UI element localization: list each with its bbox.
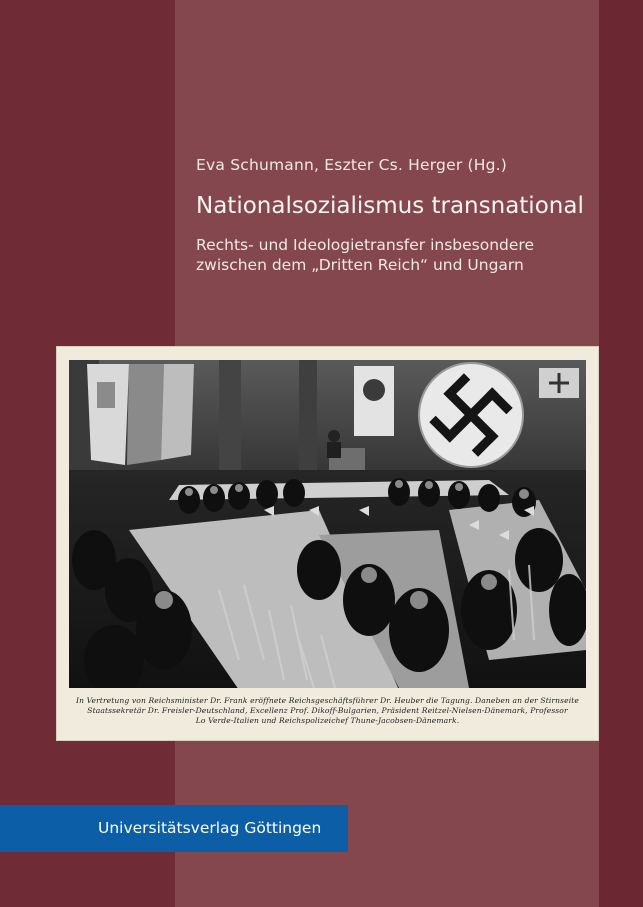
conference-photo-illustration — [69, 360, 586, 688]
subtitle-line: zwischen dem „Dritten Reich“ und Ungarn — [196, 256, 524, 274]
subtitle-line: Rechts- und Ideologietransfer insbesondere — [196, 236, 534, 254]
historical-photo-card — [56, 346, 599, 741]
caption-line: Staatssekretär Dr. Freisler-Deutschland, Excellenz Prof. Dikoff-Bulgarien, Präsident Reitzel-Nielsen-Dänemark, Professor — [87, 706, 568, 715]
cover-right-band — [599, 0, 643, 907]
authors-line: Eva Schumann, Eszter Cs. Herger (Hg.) — [196, 156, 508, 174]
caption-line: Lo Verde-Italien und Reichspolizeichef Thune-Jacobsen-Dänemark. — [195, 716, 460, 725]
conference-photograph — [69, 360, 586, 688]
photo-caption — [70, 696, 585, 726]
caption-line: In Vertretung von Reichsminister Dr. Frank eröffnete Reichsgeschäftsführer Dr. Heuber die Tagung. Daneben an der Stirnseite — [75, 696, 579, 705]
book-subtitle — [196, 235, 586, 275]
publisher-bar — [0, 805, 348, 852]
book-title: Nationalsozialismus transnational — [196, 193, 584, 219]
publisher-name: Universitätsverlag Göttingen — [98, 819, 322, 837]
